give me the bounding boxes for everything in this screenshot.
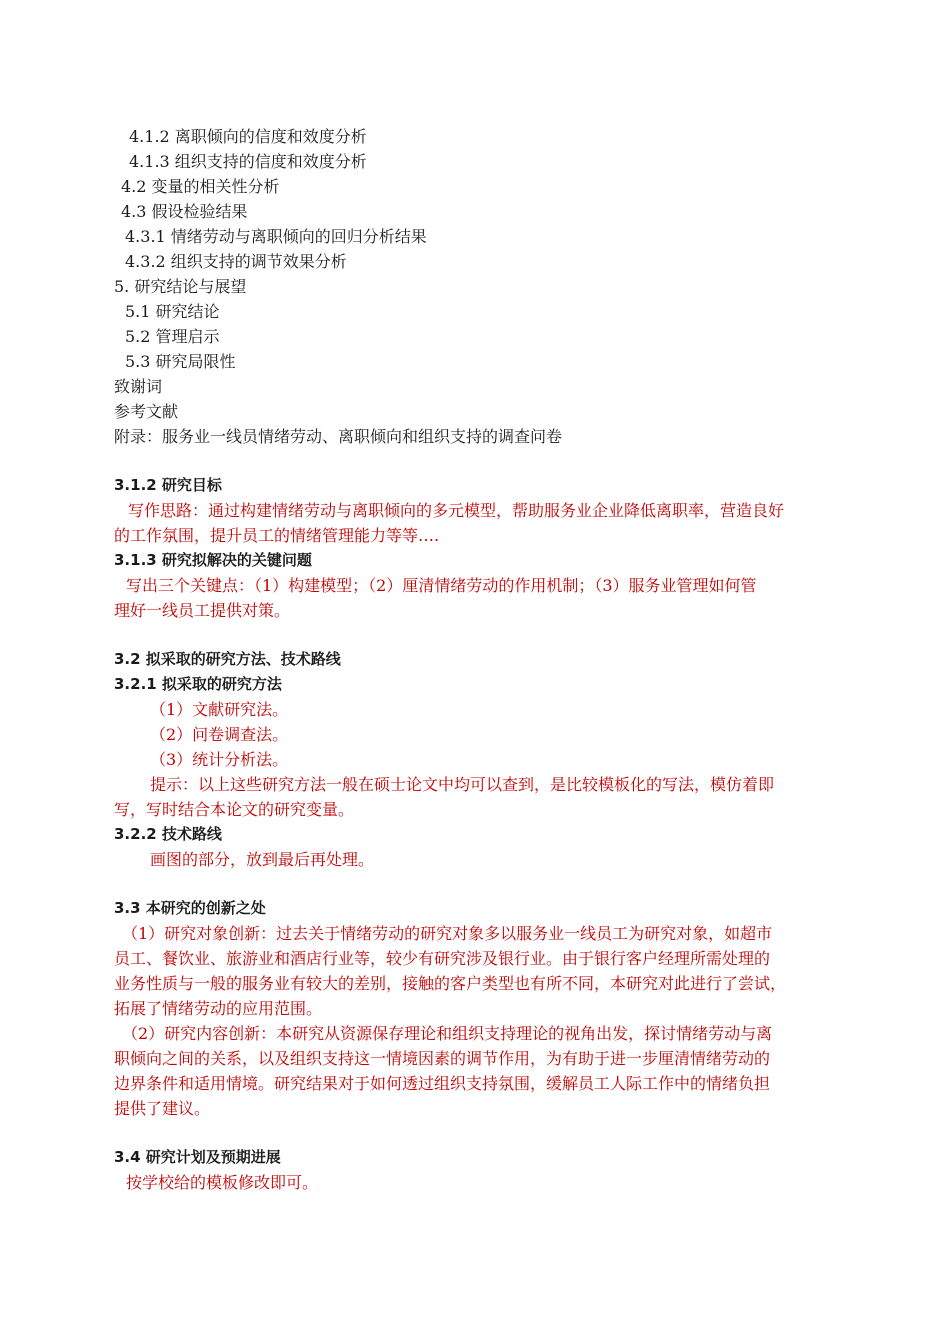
section-heading: 3.3 本研究的创新之处 (114, 899, 266, 917)
section-heading: 3.1.3 研究拟解决的关键问题 (114, 551, 312, 569)
section-heading: 3.4 研究计划及预期进展 (114, 1148, 281, 1166)
paragraph-line: 职倾向之间的关系，以及组织支持这一情境因素的调节作用，为有助于进一步厘清情绪劳动的 (114, 1049, 771, 1068)
toc-item: 4.1.3 组织支持的信度和效度分析 (129, 152, 367, 171)
toc-item: 4.3.2 组织支持的调节效果分析 (125, 252, 347, 271)
paragraph-line: 拓展了情绪劳动的应用范围。 (114, 999, 323, 1018)
toc-item: 4.3.1 情绪劳动与离职倾向的回归分析结果 (125, 227, 427, 246)
paragraph-line: 边界条件和适用情境。研究结果对于如何透过组织支持氛围，缓解员工人际工作中的情绪负担 (114, 1074, 771, 1093)
list-item: （3）统计分析法。 (150, 750, 289, 769)
section-heading: 3.1.2 研究目标 (114, 476, 222, 494)
paragraph-line: 写，写时结合本论文的研究变量。 (114, 800, 355, 819)
paragraph-line: 理好一线员工提供对策。 (114, 601, 291, 620)
toc-item: 5.3 研究局限性 (125, 352, 236, 371)
paragraph-line: 提供了建议。 (114, 1099, 211, 1118)
paragraph-line: 员工、餐饮业、旅游业和酒店行业等，较少有研究涉及银行业。由于银行客户经理所需处理的 (114, 949, 771, 968)
list-item: （1）文献研究法。 (150, 700, 289, 719)
section-heading: 3.2.2 技术路线 (114, 825, 222, 843)
toc-item: 附录：服务业一线员情绪劳动、离职倾向和组织支持的调查问卷 (114, 427, 563, 446)
toc-item: 5. 研究结论与展望 (114, 277, 247, 296)
paragraph-line: （1）研究对象创新：过去关于情绪劳动的研究对象多以服务业一线员工为研究对象，如超市 (122, 924, 773, 943)
toc-item: 5.1 研究结论 (125, 302, 220, 321)
toc-item: 4.1.2 离职倾向的信度和效度分析 (129, 127, 367, 146)
paragraph-line: 按学校给的模板修改即可。 (126, 1173, 319, 1192)
paragraph-line: 写作思路：通过构建情绪劳动与离职倾向的多元模型，帮助服务业企业降低离职率，营造良好 (128, 501, 785, 520)
section-heading: 3.2.1 拟采取的研究方法 (114, 675, 282, 693)
paragraph-line: 业务性质与一般的服务业有较大的差别，接触的客户类型也有所不同，本研究对此进行了尝试， (114, 974, 787, 993)
paragraph-line: 写出三个关键点：（1）构建模型；（2）厘清情绪劳动的作用机制；（3）服务业管理如何管 (126, 576, 757, 595)
paragraph-line: （2）研究内容创新：本研究从资源保存理论和组织支持理论的视角出发，探讨情绪劳动与离 (122, 1024, 773, 1043)
toc-item: 致谢词 (114, 377, 163, 396)
paragraph-line: 的工作氛围，提升员工的情绪管理能力等等…. (114, 526, 440, 545)
section-heading: 3.2 拟采取的研究方法、技术路线 (114, 650, 341, 668)
toc-item: 参考文献 (114, 402, 179, 421)
paragraph-line: 提示：以上这些研究方法一般在硕士论文中均可以查到，是比较模板化的写法，模仿着即 (150, 775, 775, 794)
toc-item: 4.2 变量的相关性分析 (121, 177, 280, 196)
toc-item: 5.2 管理启示 (125, 327, 220, 346)
toc-item: 4.3 假设检验结果 (121, 202, 248, 221)
paragraph-line: 画图的部分，放到最后再处理。 (150, 850, 375, 869)
list-item: （2）问卷调查法。 (150, 725, 289, 744)
